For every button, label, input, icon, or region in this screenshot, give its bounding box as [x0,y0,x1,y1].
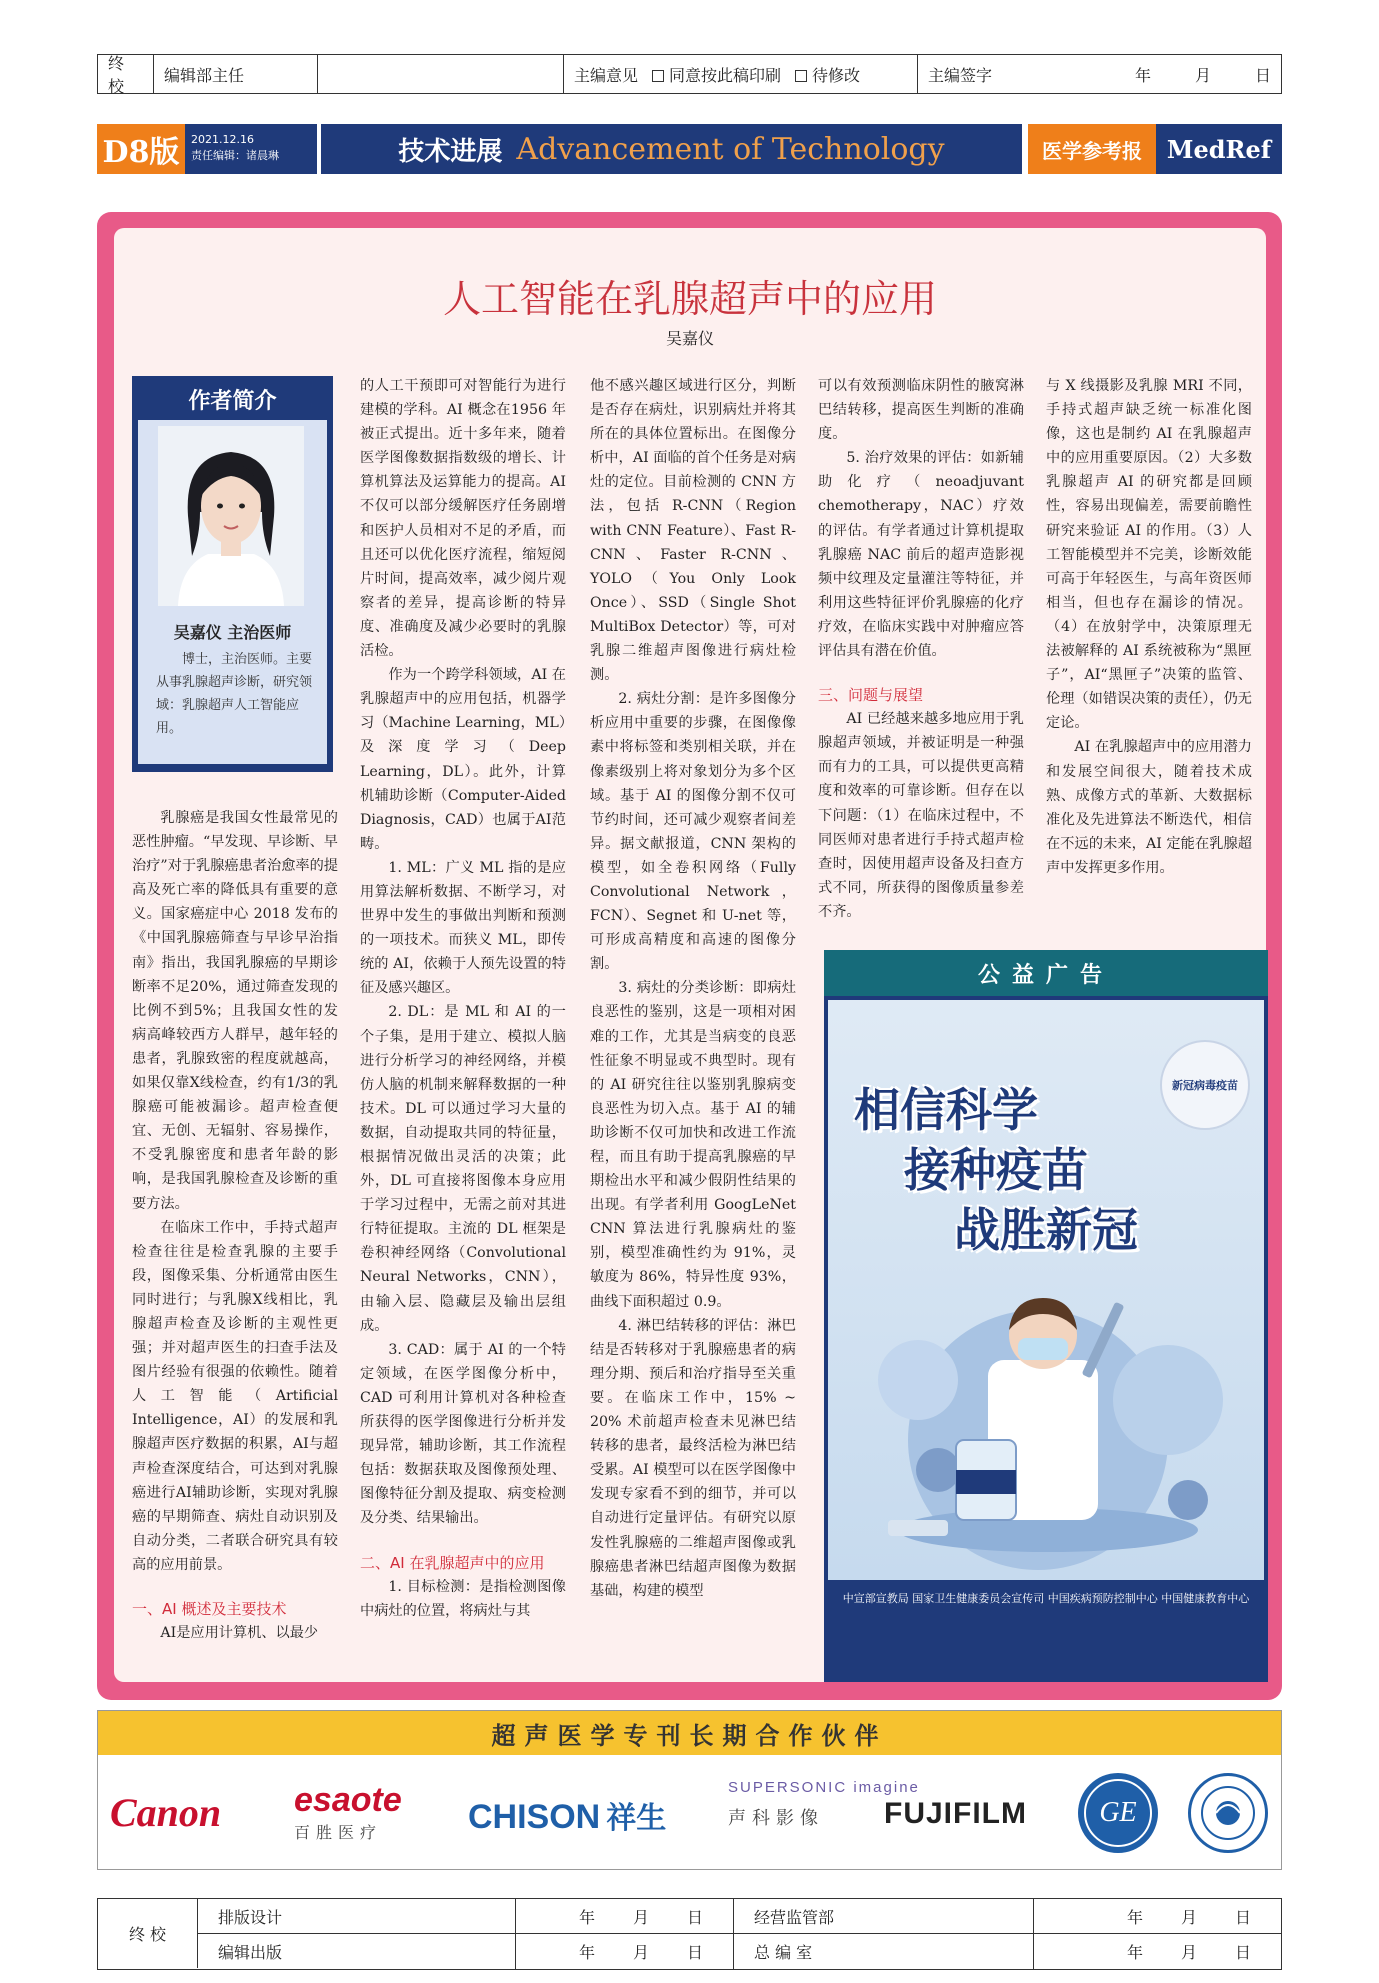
layout-label: 排版设计 [198,1899,516,1933]
paper-name-en: MedRef [1156,124,1282,174]
ad-slogan-2: 接种疫苗 [904,1143,1088,1197]
ge-logo-text: GE [1084,1779,1152,1847]
paragraph: 他不感兴趣区域进行区分，判断是否存在病灶，识别病灶并将其所在的具体位置标出。在图像分析中，AI 面临的首个任务是对病灶的定位。目前检测的 CNN 方法，包括 R-CNN（Region with CNN Feature）、Fast R-CNN、Faster R-CNN、YOLO（You Only Look Once）、SSD（Single Shot MultiBox Detector）等，可对乳腺二维超声图像进行病灶检测。 [590,378,796,684]
proof-row-2 [198,1934,1281,1969]
author-photo [158,426,304,606]
chief-room-date [1034,1934,1281,1969]
article-column-1 [132,806,338,1645]
partner-band [97,1710,1282,1870]
proof-table-bottom [97,1898,1282,1970]
supersonic-logo-zh: 声科影像 [728,1808,824,1829]
paragraph: 3. CAD：属于 AI 的一个特定领域，在医学图像分析中，CAD 可利用计算机对各种检查所获得的医学图像进行分析并发现异常，辅助诊断，其工作流程包括：数据获取及图像预处理、图像特征分割及提取、病变检测及分类、结果输出。 [360,1341,566,1527]
article-column-2 [360,374,566,1623]
version-badge: D8版 [97,124,185,174]
year-label: 年 [1126,1907,1143,1927]
esaote-logo-sub: 百胜医疗 [294,1823,383,1842]
article-byline: 吴嘉仪 [665,329,714,348]
year-label: 年 [578,1907,595,1927]
author-name-title: 吴嘉仪 主治医师 [173,623,292,642]
public-service-ad [824,950,1268,1682]
ad-slogan-1: 相信科学 [854,1083,1038,1137]
editor-director-label: 编辑部主任 [154,55,318,93]
section-title-zh: 技术进展 [398,136,503,167]
chison-logo-text: CHISON [468,1798,601,1836]
paragraph: AI 已经越来越多地应用于乳腺超声领域，并被证明是一种强而有力的工具，可以提供更高精度和效率的可靠诊断。但存在以下问题：（1）在临床过程中，不同医师对患者进行手持式超声检查时，因使用超声设备及扫查方式不同，所获得的图像质量参差不齐。 [818,711,1024,920]
paragraph: 可以有效预测临床阴性的腋窝淋巴结转移，提高医生判断的准确度。 [818,378,1024,443]
year-label: 年 [1134,65,1151,85]
responsible-editor: 责任编辑：诸晨琳 [191,149,279,162]
editor-director-blank [318,55,564,93]
day-label: 日 [686,1907,703,1927]
agree-print-label: 同意按此稿印刷 [669,65,782,85]
ge-logo [1078,1773,1158,1853]
association-seal-logo [1188,1773,1268,1853]
final-check-label: 终 校 [98,55,154,93]
section-title-en: Advancement of Technology [516,131,945,167]
to-modify-checkbox[interactable] [795,63,860,86]
chief-opinion-cell [564,55,918,93]
article-column-5 [1046,374,1252,880]
paper-name-zh: 医学参考报 [1028,124,1156,174]
paragraph: 在临床工作中，手持式超声检查往往是检查乳腺的主要手段，图像采集、分析通常由医生同时进行；与乳腺X线相比，乳腺超声检查及诊断的主观性更强；并对超声医生的扫查手法及图片经验有很强的依赖性。随着人工智能（Artificial Intelligence，AI）的发展和乳腺超声医疗数据的积累，AI与超声检查深度结合，可达到对乳腺癌进行AI辅助诊断，实现对乳腺癌的早期筛查、病灶自动识别及自动分类，二者联合研究具有较高的应用前景。 [132,1219,338,1573]
paragraph: AI是应用计算机、以最少 [160,1625,319,1641]
layout-date [516,1899,734,1933]
esaote-logo-text: esaote [294,1781,402,1819]
proof-row-1 [198,1899,1281,1934]
article-title: 人工智能在乳腺超声中的应用 [442,277,937,321]
section-title [321,124,1022,174]
paragraph: 的人工干预即可对智能行为进行建模的学科。AI 概念在1956 年被正式提出。近十多年来，随着医学图像数据指数级的增长、计算机算法及运算能力的提高。AI 不仅可以部分缓解医疗任务剧增和医护人员相对不足的矛盾，而且还可以优化医疗流程，缩短阅片时间，提高效率，减少阅片观察者的差异，提高诊断的特异度、准确度及减少必要时的乳腺活检。 [360,378,566,660]
chison-logo [468,1793,666,1837]
seal-emblem-icon [1198,1783,1258,1843]
author-bio: 博士，主治医师。主要从事乳腺超声诊断，研究领域：乳腺超声人工智能应用。 [156,652,313,736]
paragraph: 5. 治疗效果的评估：如新辅助化疗（neoadjuvant chemotherapy，NAC）疗效的评估。有学者通过计算机提取乳腺癌 NAC 前后的超声造影视频中纹理及定量灌注等特征，并利用这些特征评价乳腺癌的化疗疗效，在临床实践中对肿瘤应答评估具有潜在价值。 [818,450,1024,660]
paragraph: 乳腺癌是我国女性最常见的恶性肿瘤。“早发现、早诊断、早治疗”对于乳腺癌患者治愈率的提高及死亡率的降低具有重要的意义。国家癌症中心 2018 发布的《中国乳腺癌筛查与早诊早治指南》指出，我国乳腺癌的早期诊断率不足20%，通过筛查发现的比例不到5%；且我国女性的发病高峰较西方人群早，越年轻的患者，乳腺致密的程度就越高，如果仅靠X线检查，约有1/3的乳腺癌可能被漏诊。超声检查便宜、无创、无辐射、容易操作，不受乳腺密度和患者年龄的影响，是我国乳腺检查及诊断的重要方法。 [132,810,338,1212]
vaccine-badge: 新冠病毒疫苗 [1160,1040,1250,1130]
year-label: 年 [578,1943,595,1962]
ad-poster [828,1000,1264,1580]
paragraph: 4. 淋巴结转移的评估：淋巴结是否转移对于乳腺癌患者的病理分期、预后和治疗指导至关重要。在临床工作中，15% ~ 20% 术前超声检查未见淋巴结转移的患者，最终活检为淋巴结受累。AI 模型可以在医学图像中发现专家看不到的细节，并可以自动进行定量评估。有研究以原发性乳腺癌的二维超声图像或乳腺癌患者淋巴结超声图像为数据基础，构建的模型 [590,1317,796,1599]
author-portrait-icon [158,426,304,606]
fujifilm-logo: FUJIFILM [884,1797,1027,1830]
chief-room-label: 总 编 室 [734,1934,1034,1969]
publish-label: 编辑出版 [198,1934,516,1969]
ad-sponsors: 中宣部宣教局 国家卫生健康委员会宣传司 中国疾病预防控制中心 中国健康教育中心 [842,1592,1250,1605]
ops-date [1034,1899,1281,1933]
day-label: 日 [1254,65,1271,85]
final-check-cell: 终 校 [98,1899,198,1968]
supersonic-logo-text: SUPERSONIC imagine [728,1779,920,1796]
chief-opinion-label: 主编意见 [574,65,639,85]
author-box-body [138,420,327,764]
section-heading: 三、问题与展望 [818,686,924,705]
chison-logo-zh: 祥生 [606,1801,667,1836]
paragraph: 1. 目标检测：是指检测图像中病灶的位置，将病灶与其 [360,1578,566,1619]
proof-strip-top [97,54,1282,94]
ad-heading: 公益广告 [824,950,1268,996]
paragraph: 作为一个跨学科领域，AI 在乳腺超声中的应用包括，机器学习（Machine Learning，ML）及深度学习（Deep Learning，DL）。此外，计算机辅助诊断（Computer-Aided Diagnosis，CAD）也属于AI范畴。 [360,667,566,852]
month-label: 月 [632,1943,649,1962]
esaote-logo [294,1781,402,1843]
partner-logos [98,1767,1283,1867]
canon-logo: Canon [110,1790,222,1835]
paragraph: 2. 病灶分割：是许多图像分析应用中重要的步骤，在图像像素中将标签和类别相关联，并在像素级别上将对象划分为多个区域。基于 AI 的图像分割不仅可节约时间，还可减少观察者间差异。据文献报道，CNN 架构的模型，如全卷积网络（Fully Convolutional Network，FCN）、Segnet 和 U-net 等，可形成高精度和高速的图像分割。 [590,691,796,973]
masthead [97,124,1282,174]
to-modify-label: 待修改 [812,65,861,85]
ad-slogan-3: 战胜新冠 [954,1203,1138,1257]
paragraph: 与 X 线摄影及乳腺 MRI 不同，手持式超声缺乏统一标准化图像，这也是制约 AI 在乳腺超声中的应用重要原因。（2）大多数乳腺超声 AI 的研究都是回顾性，容易出现偏差，需要前瞻性研究来验证 AI 的作用。（3）人工智能模型并不完美，诊断效能可高于年轻医生，与高年资医师相当，但也存在漏诊的情况。（4）在放射学中，决策原理无法被解释的 AI 系统被称为“黑匣子”，AI“黑匣子”决策的监管、伦理（如错误决策的责任），仍无定论。 [1046,378,1252,732]
sign-date [1135,63,1271,86]
author-box [132,376,333,772]
paragraph: AI 在乳腺超声中的应用潜力和发展空间很大，随着技术成熟、成像方式的革新、大数据标准化及先进算法不断迭代，相信在不远的未来，AI 定能在乳腺超声中发挥更多作用。 [1046,739,1252,876]
article-column-4 [818,374,1024,924]
month-label: 月 [1194,65,1211,85]
article-column-3 [590,374,796,1603]
year-label: 年 [1126,1943,1143,1962]
paragraph: 3. 病灶的分类诊断：即病灶良恶性的鉴别，这是一项相对困难的工作，尤其是当病变的良恶性征象不明显或不典型时。现有的 AI 研究往往以鉴别乳腺病变良恶性为切入点。基于 AI 的辅助诊断不仅可加快和改进工作流程，而且有助于提高乳腺癌的早期检出水平和减少假阴性结果的出现。有学者利用 GoogLeNet CNN 算法进行乳腺病灶的鉴别，模型准确性约为 91%，灵敏度为 86%，特异性度 93%，曲线下面积超过 0.9。 [590,980,796,1310]
section-heading: 二、AI 在乳腺超声中的应用 [360,1553,545,1572]
paragraph: 2. DL：是 ML 和 AI 的一个子集，是用于建立、模拟人脑进行分析学习的神经网络，并模仿人脑的机制来解释数据的一种技术。DL 可以通过学习大量的数据，自动提取共同的特征量，根据情况做出灵活的决策；此外，DL 可直接将图像本身应用于学习过程中，无需之前对其进行特征提取。主流的 DL 框架是卷积神经网络（Convolutional Neural Networks，CNN），由输入层、隐藏层及输出层组成。 [360,1004,566,1334]
day-label: 日 [1234,1943,1251,1962]
paragraph: 1. ML：广义 ML 指的是应用算法解析数据、不断学习，对世界中发生的事做出判断和预测的一项技术。而狭义 ML，即传统的 AI，依赖于人预先设置的特征及感兴趣区。 [360,859,566,997]
month-label: 月 [632,1907,649,1927]
month-label: 月 [1180,1907,1197,1927]
day-label: 日 [686,1943,703,1962]
ops-label: 经营监管部 [734,1899,1034,1933]
publish-date [516,1934,734,1969]
chief-sign-label: 主编签字 [928,65,993,85]
agree-print-checkbox[interactable] [652,63,781,86]
issue-date: 2021.12.16 [191,133,254,146]
month-label: 月 [1180,1943,1197,1962]
section-heading: 一、AI 概述及主要技术 [132,1600,287,1618]
issue-info [185,124,317,174]
author-box-heading: 作者简介 [188,388,277,414]
chief-sign-cell [918,55,1281,93]
day-label: 日 [1234,1907,1251,1927]
partner-heading: 超声医学专刊长期合作伙伴 [98,1711,1281,1755]
